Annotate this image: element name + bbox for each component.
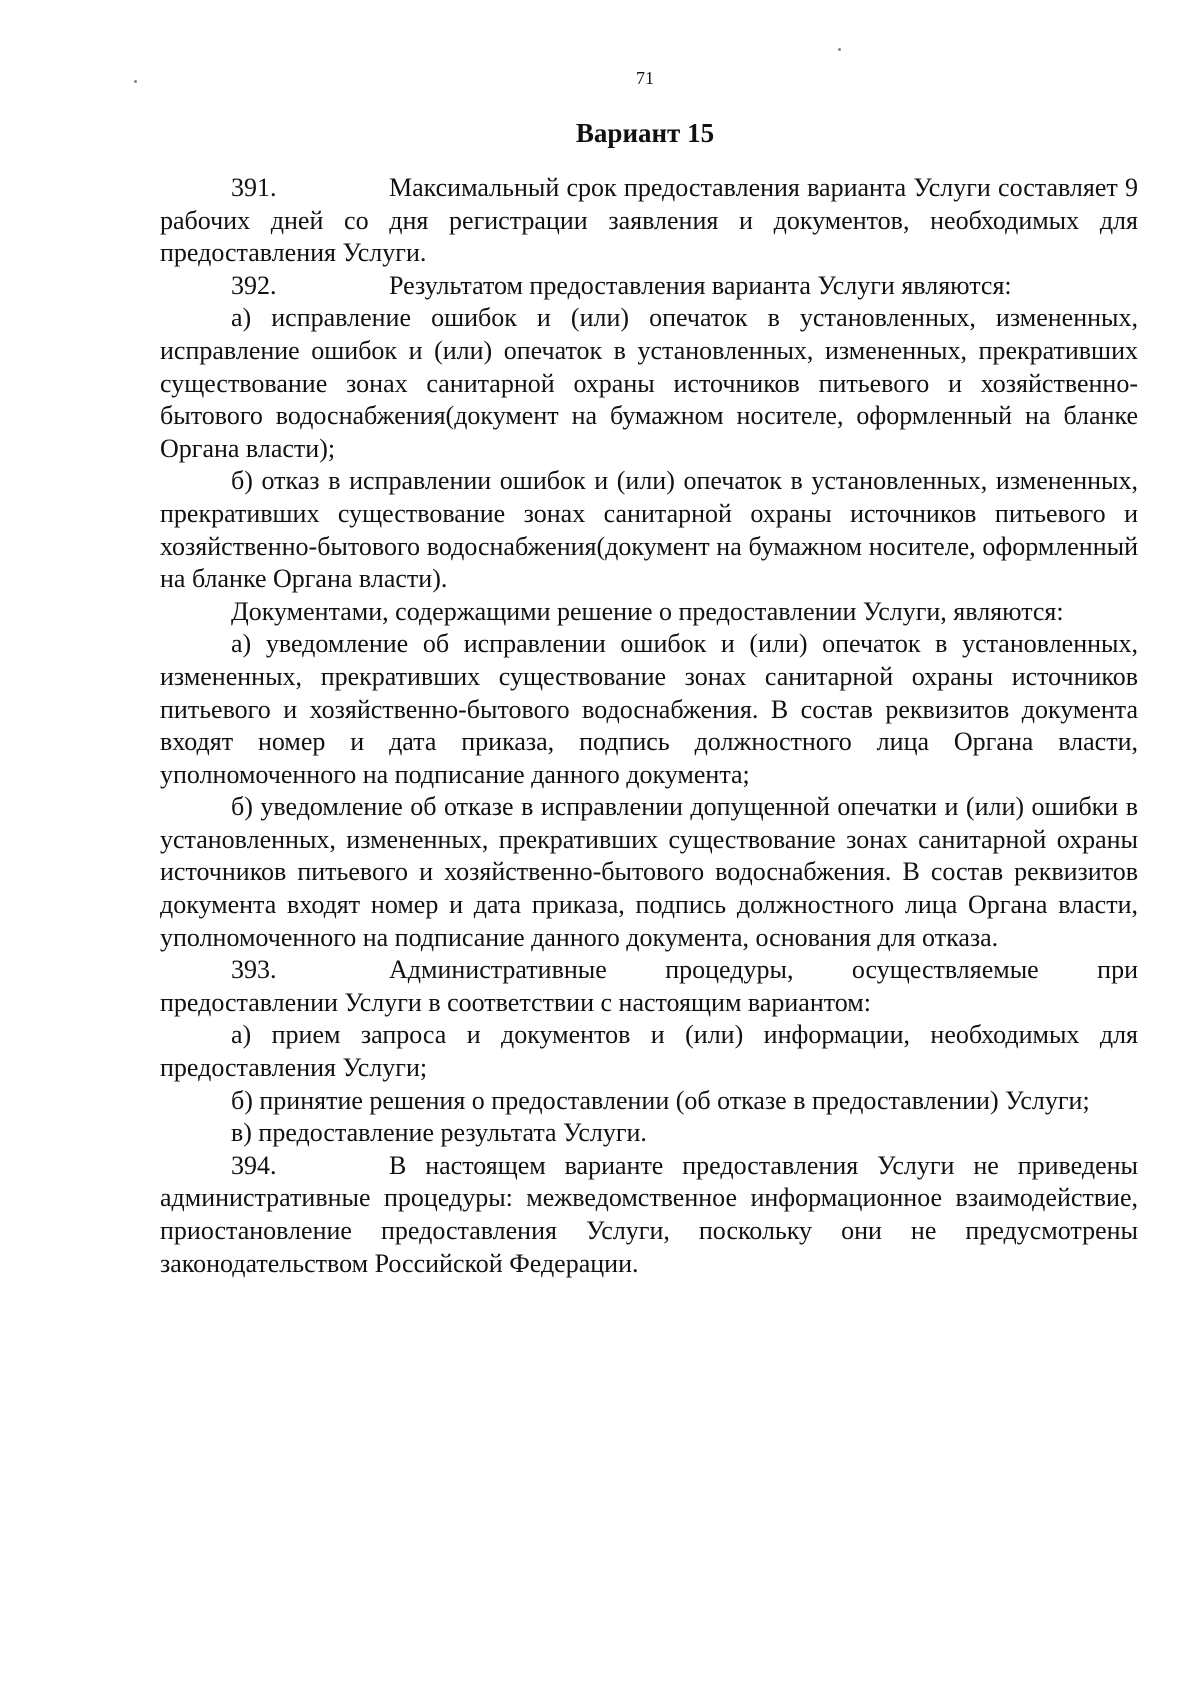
document-body [160,172,1138,1280]
paragraph-number: 393. [231,955,277,985]
paragraph-number: 391. [231,173,277,202]
paragraph-392-item-a: а) исправление ошибок и (или) опечаток в установленных, измененных, исправление ошибок и (или) опечаток в установленных, измененных, прекративших существование зонах санитарной охраны источников питьевого и хозяйственно-бытового водоснабжения(документ на бумажном носителе, оформленный на бланке Органа власти); [160,303,1138,463]
scan-speck [838,48,841,51]
page-number: 71 [636,68,654,88]
paragraph-394 [160,1150,1138,1280]
paragraph-391 [160,172,1138,270]
paragraph-393-item-b: б) принятие решения о предоставлении (об отказе в предоставлении) Услуги; [231,1085,1090,1115]
paragraph-number: 394. [231,1150,277,1180]
paragraph-392 [160,270,1138,303]
paragraph-393-item-a: а) прием запроса и документов и (или) информации, необходимых для предоставления Услуги; [160,1020,1138,1083]
documents-intro: Документами, содержащими решение о предоставлении Услуги, являются: [231,596,1064,626]
documents-item-a: а) уведомление об исправлении ошибок и (или) опечаток в установленных, измененных, прекративших существование зонах санитарной охраны источников питьевого и хозяйственно-бытового водоснабжения. В состав реквизитов документа входят номер и дата приказа, подпись должностного лица Органа власти, уполномоченного на подписание данного документа; [160,629,1138,789]
paragraph-text: Максимальный срок предоставления варианта Услуги составляет 9 рабочих дней со дня регистрации заявления и документов, необходимых для предоставления Услуги. [160,173,1138,268]
paragraph-393 [160,954,1138,1019]
paragraph-393-item-c: в) предоставление результата Услуги. [231,1118,647,1148]
paragraph-392-item-b: б) отказ в исправлении ошибок и (или) опечаток в установленных, измененных, прекративших существование зонах санитарной охраны источников питьевого и хозяйственно-бытового водоснабжения(документ на бумажном носителе, оформленный на бланке Органа власти). [160,466,1138,594]
paragraph-text: Административные процедуры, осуществляемые при предоставлении Услуги в соответствии с настоящим вариантом: [160,955,1138,1017]
paragraph-text: Результатом предоставления варианта Услуги являются: [389,270,1012,300]
section-title: Вариант 15 [575,118,715,148]
paragraph-number: 392. [231,270,277,300]
documents-item-b: б) уведомление об отказе в исправлении допущенной опечатки и (или) ошибки в установленных, измененных, прекративших существование зонах санитарной охраны источников питьевого и хозяйственно-бытового водоснабжения. В состав реквизитов документа входят номер и дата приказа, подпись должностного лица Органа власти, уполномоченного на подписание данного документа, основания для отказа. [160,792,1138,952]
paragraph-text: В настоящем варианте предоставления Услуги не приведены административные процедуры: межведомственное информационное взаимодействие, приостановление предоставления Услуги, поскольку они не предусмотрены законодательством Российской Федерации. [160,1150,1138,1278]
